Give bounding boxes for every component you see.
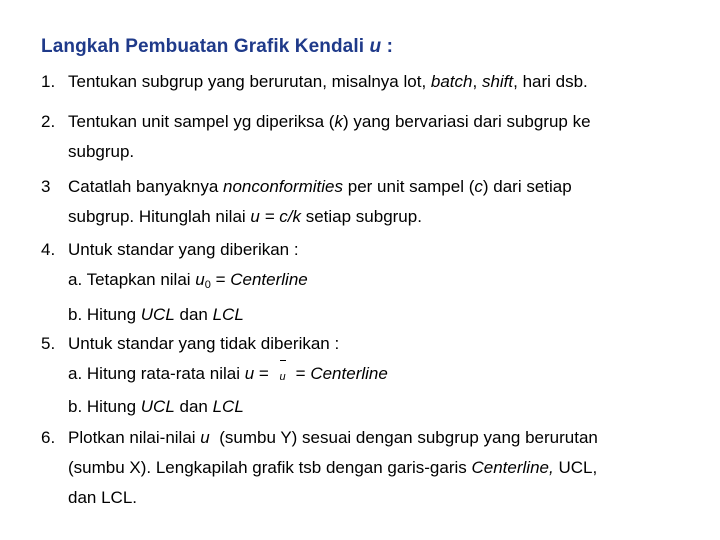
step-text: b. Hitung <box>68 397 141 416</box>
step-subscript: 0 <box>204 279 211 291</box>
step-text: = <box>295 364 311 383</box>
step-text: = <box>210 270 231 289</box>
step-number: 6. <box>41 428 56 447</box>
step-variable: u <box>195 270 205 289</box>
u-bar-symbol: u <box>280 362 286 392</box>
step-text: setiap subgrup. <box>300 207 422 226</box>
step-1 <box>41 67 701 97</box>
step-text: dan <box>174 397 213 416</box>
step-text: a. Hitung rata-rata nilai <box>68 364 245 383</box>
step-number: 2. <box>41 112 56 131</box>
step-term: shift <box>481 72 514 91</box>
step-text: Catatlah banyaknya <box>68 177 223 196</box>
step-text: Plotkan nilai-nilai <box>68 428 201 447</box>
step-text: dan <box>174 305 213 324</box>
step-number: 5. <box>41 334 56 353</box>
step-text: per unit sampel ( <box>343 177 475 196</box>
step-term: Centerline <box>310 364 388 383</box>
step-text: , hari dsb. <box>513 72 588 91</box>
step-4 <box>41 235 701 330</box>
step-variable: u <box>200 428 210 447</box>
step-text: (sumbu X). Lengkapilah grafik tsb dengan garis-garis <box>68 458 472 477</box>
step-term: UCL <box>140 305 175 324</box>
step-continuation: dan LCL. <box>68 488 137 507</box>
step-text: (sumbu Y) sesuai dengan subgrup yang berurutan <box>209 428 598 447</box>
step-formula: u = c/k <box>250 207 301 226</box>
title-suffix: : <box>381 36 394 57</box>
step-term: Centerline <box>230 270 308 289</box>
step-text: Untuk standar yang tidak diberikan : <box>68 334 340 353</box>
step-2 <box>41 107 701 167</box>
step-sub-a <box>41 359 701 392</box>
step-text: Tentukan subgrup yang berurutan, misalnya lot, <box>68 72 431 91</box>
step-continuation <box>41 202 701 232</box>
step-number: 4. <box>41 240 56 259</box>
step-text: subgrup. Hitunglah nilai <box>68 207 251 226</box>
step-5 <box>41 329 701 422</box>
step-sub-a <box>41 265 701 300</box>
step-text: ) dari setiap <box>482 177 572 196</box>
step-term: k <box>334 112 343 131</box>
step-term: c <box>474 177 483 196</box>
step-number: 3 <box>41 177 51 196</box>
step-variable: u <box>244 364 255 383</box>
title-variable: u <box>369 36 382 57</box>
step-term: batch <box>430 72 473 91</box>
step-continuation <box>41 453 701 483</box>
step-text: ) yang bervariasi dari subgrup ke <box>342 112 591 131</box>
step-term: UCL <box>140 397 175 416</box>
step-text: b. Hitung <box>68 305 141 324</box>
step-number: 1. <box>41 72 56 91</box>
step-text: , <box>472 72 482 91</box>
page-title <box>41 36 393 58</box>
step-6 <box>41 423 701 513</box>
step-sub-b <box>41 300 701 330</box>
step-text: = <box>254 364 274 383</box>
step-text: Tentukan unit sampel yg diperiksa ( <box>68 112 335 131</box>
step-sub-b <box>41 392 701 422</box>
step-text: UCL, <box>553 458 598 477</box>
step-term: Centerline, <box>471 458 554 477</box>
title-text: Langkah Pembuatan Grafik Kendali <box>41 36 370 57</box>
step-term: LCL <box>212 305 244 324</box>
step-text: a. Tetapkan nilai <box>68 270 196 289</box>
step-3 <box>41 172 701 232</box>
step-term: LCL <box>212 397 244 416</box>
step-term: nonconformities <box>223 177 344 196</box>
step-continuation: subgrup. <box>68 142 135 161</box>
step-text: Untuk standar yang diberikan : <box>68 240 299 259</box>
